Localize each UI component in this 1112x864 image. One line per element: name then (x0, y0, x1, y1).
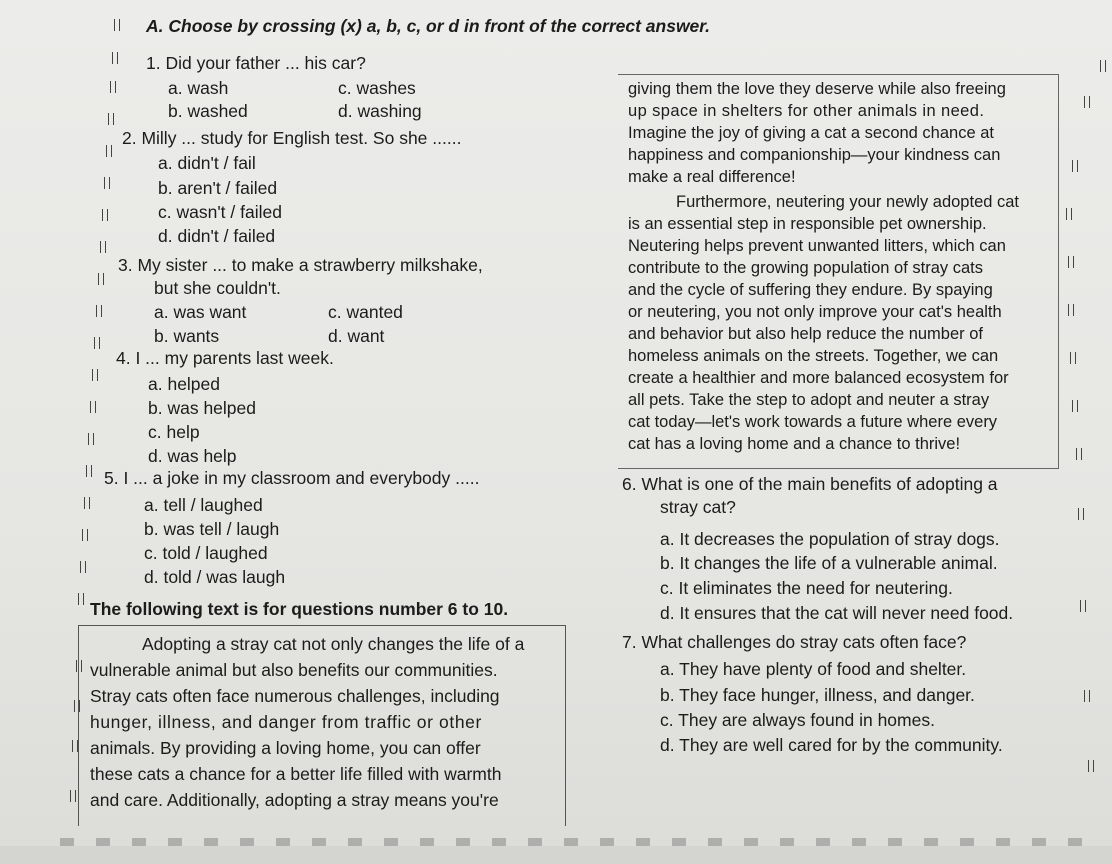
binding-mark (74, 700, 80, 712)
binding-mark (72, 740, 78, 752)
page-bottom-edge (0, 846, 1112, 864)
q6-option-b[interactable]: b. It changes the life of a vulnerable animal. (660, 553, 998, 573)
passage-line: animals. By providing a loving home, you can offer (90, 738, 481, 758)
passage-line: Adopting a stray cat not only changes the life of a (142, 634, 525, 654)
binding-mark (1070, 352, 1076, 364)
binding-mark (86, 465, 92, 477)
passage-line: hunger, illness, and danger from traffic or other (90, 712, 482, 732)
binding-mark (96, 305, 102, 317)
binding-mark (112, 52, 118, 64)
q7-option-d[interactable]: d. They are well cared for by the community. (660, 735, 1003, 755)
passage-line: and care. Additionally, adopting a stray means you're (90, 790, 499, 810)
binding-mark (108, 113, 114, 125)
binding-mark (104, 177, 110, 189)
q7-option-b[interactable]: b. They face hunger, illness, and danger. (660, 685, 975, 705)
binding-mark (1084, 96, 1090, 108)
passage-line: up space in shelters for other animals in need. (628, 102, 985, 120)
binding-mark (80, 561, 86, 573)
passage-line: giving them the love they deserve while also freeing (628, 80, 1006, 98)
q2-stem: 2. Milly ... study for English test. So she ...... (122, 128, 462, 148)
passage-line: contribute to the growing population of stray cats (628, 259, 983, 277)
passage-line: is an essential step in responsible pet ownership. (628, 215, 987, 233)
passage-line: all pets. Take the step to adopt and neuter a stray (628, 391, 990, 409)
reading-instruction: The following text is for questions number 6 to 10. (90, 599, 509, 619)
q6-option-d[interactable]: d. It ensures that the cat will never need food. (660, 603, 1014, 623)
passage-line: Furthermore, neutering your newly adopted cat (676, 193, 1020, 211)
binding-mark (84, 497, 90, 509)
q3-option-c[interactable]: c. wanted (328, 302, 403, 322)
binding-mark (90, 401, 96, 413)
q3-option-d[interactable]: d. want (328, 326, 385, 346)
q4-stem: 4. I ... my parents last week. (116, 348, 334, 368)
binding-mark (114, 19, 120, 31)
bottom-edge-pattern (60, 838, 1100, 846)
q2-option-c[interactable]: c. wasn't / failed (158, 202, 282, 222)
binding-mark (110, 81, 116, 93)
binding-mark (92, 369, 98, 381)
passage-line: these cats a chance for a better life filled with warmth (90, 764, 502, 784)
binding-mark (78, 593, 84, 605)
binding-mark (106, 145, 112, 157)
q1-option-a[interactable]: a. wash (168, 78, 229, 98)
binding-mark (88, 433, 94, 445)
q2-option-d[interactable]: d. didn't / failed (158, 226, 276, 246)
binding-mark (1084, 690, 1090, 702)
q3-stem-line2: but she couldn't. (154, 278, 281, 298)
passage-line: or neutering, you not only improve your cat's health (628, 303, 1002, 321)
q5-option-b[interactable]: b. was tell / laugh (144, 519, 280, 539)
q1-stem: 1. Did your father ... his car? (146, 53, 366, 73)
q5-option-d[interactable]: d. told / was laugh (144, 567, 286, 587)
q3-option-a[interactable]: a. was want (154, 302, 247, 322)
binding-mark (98, 273, 104, 285)
q3-stem-line1: 3. My sister ... to make a strawberry milkshake, (118, 255, 483, 275)
passage-line: Imagine the joy of giving a cat a second chance at (628, 124, 994, 142)
passage-line: Stray cats often face numerous challenges, including (90, 686, 500, 706)
passage-line: cat today—let's work towards a future where every (628, 413, 998, 431)
q6-option-a[interactable]: a. It decreases the population of stray dogs. (660, 529, 1000, 549)
q4-option-d[interactable]: d. was help (148, 446, 237, 466)
binding-mark (82, 529, 88, 541)
passage-line: happiness and companionship—your kindness can (628, 146, 1001, 164)
q1-option-c[interactable]: c. washes (338, 78, 416, 98)
q7-option-a[interactable]: a. They have plenty of food and shelter. (660, 659, 967, 679)
binding-mark (1068, 304, 1074, 316)
q5-stem: 5. I ... a joke in my classroom and everybody ..... (104, 468, 480, 488)
q6-stem-line1: 6. What is one of the main benefits of adopting a (622, 474, 998, 494)
q2-option-b[interactable]: b. aren't / failed (158, 178, 278, 198)
section-a-title: A. Choose by crossing (x) a, b, c, or d in front of the correct answer. (146, 16, 710, 36)
q7-stem: 7. What challenges do stray cats often face? (622, 632, 967, 652)
q4-option-a[interactable]: a. helped (148, 374, 221, 394)
binding-mark (1072, 400, 1078, 412)
binding-mark (1068, 256, 1074, 268)
passage-line: vulnerable animal but also benefits our communities. (90, 660, 498, 680)
q1-option-d[interactable]: d. washing (338, 101, 422, 121)
binding-mark (70, 790, 76, 802)
q7-option-c[interactable]: c. They are always found in homes. (660, 710, 935, 730)
passage-line: and the cycle of suffering they endure. By spaying (628, 281, 993, 299)
passage-line: cat has a loving home and a chance to thrive! (628, 435, 961, 453)
binding-mark (1080, 600, 1086, 612)
q6-stem-line2: stray cat? (660, 497, 736, 517)
binding-mark (1072, 160, 1078, 172)
passage-line: and behavior but also help reduce the number of (628, 325, 983, 343)
q4-option-c[interactable]: c. help (148, 422, 200, 442)
passage-line: Neutering helps prevent unwanted litters, which can (628, 237, 1006, 255)
passage-line: make a real difference! (628, 168, 796, 186)
binding-mark (102, 209, 108, 221)
binding-mark (1078, 508, 1084, 520)
q5-option-a[interactable]: a. tell / laughed (144, 495, 263, 515)
binding-mark (1076, 448, 1082, 460)
binding-mark (1066, 208, 1072, 220)
binding-mark (1088, 760, 1094, 772)
binding-mark (100, 241, 106, 253)
binding-mark (76, 660, 82, 672)
q3-option-b[interactable]: b. wants (154, 326, 220, 346)
q6-option-c[interactable]: c. It eliminates the need for neutering. (660, 578, 953, 598)
binding-mark (94, 337, 100, 349)
passage-line: create a healthier and more balanced ecosystem for (628, 369, 1009, 387)
q5-option-c[interactable]: c. told / laughed (144, 543, 268, 563)
q1-option-b[interactable]: b. washed (168, 101, 248, 121)
passage-line: homeless animals on the streets. Together, we can (628, 347, 999, 365)
q4-option-b[interactable]: b. was helped (148, 398, 256, 418)
binding-mark (1100, 60, 1106, 72)
q2-option-a[interactable]: a. didn't / fail (158, 153, 256, 173)
